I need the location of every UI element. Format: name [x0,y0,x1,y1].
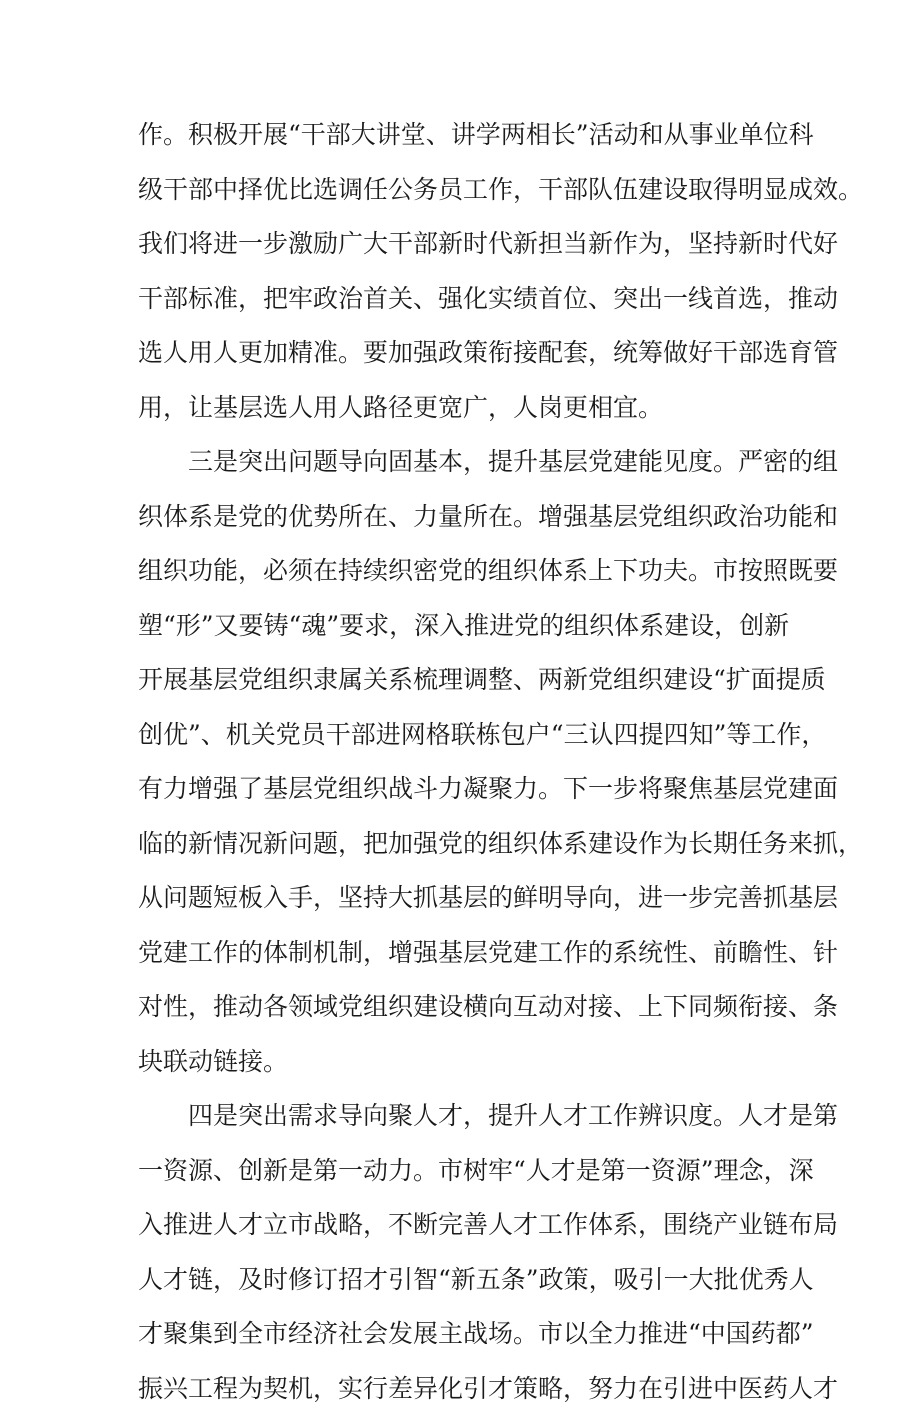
text-line: 开展基层党组织隶属关系梳理调整、两新党组织建设“扩面提质 [138,653,798,708]
text-line: 才聚集到全市经济社会发展主战场。市以全力推进“中国药都” [138,1307,798,1362]
text-line: 块联动链接。 [138,1035,798,1090]
text-line: 用，让基层选人用人路径更宽广，人岗更相宜。 [138,381,798,436]
text-line: 我们将进一步激励广大干部新时代新担当新作为，坚持新时代好 [138,217,798,272]
text-line: 入推进人才立市战略，不断完善人才工作体系，围绕产业链布局 [138,1198,798,1253]
body-text [138,108,798,1416]
text-line: 党建工作的体制机制，增强基层党建工作的系统性、前瞻性、针 [138,926,798,981]
text-line: 有力增强了基层党组织战斗力凝聚力。下一步将聚焦基层党建面 [138,762,798,817]
text-line: 临的新情况新问题，把加强党的组织体系建设作为长期任务来抓， [138,817,798,872]
text-line: 塑“形”又要铸“魂”要求，深入推进党的组织体系建设，创新 [138,599,798,654]
text-line: 振兴工程为契机，实行差异化引才策略，努力在引进中医药人才 [138,1362,798,1416]
text-line: 从问题短板入手，坚持大抓基层的鲜明导向，进一步完善抓基层 [138,871,798,926]
text-line: 组织功能，必须在持续织密党的组织体系上下功夫。市按照既要 [138,544,798,599]
text-line: 对性，推动各领域党组织建设横向互动对接、上下同频衔接、条 [138,980,798,1035]
text-line: 作。积极开展“干部大讲堂、讲学两相长”活动和从事业单位科 [138,108,798,163]
paragraph-start-line: 四是突出需求导向聚人才，提升人才工作辨识度。人才是第 [138,1089,798,1144]
text-line: 织体系是党的优势所在、力量所在。增强基层党组织政治功能和 [138,490,798,545]
text-line: 创优”、机关党员干部进网格联栋包户“三认四提四知”等工作， [138,708,798,763]
text-line: 人才链，及时修订招才引智“新五条”政策，吸引一大批优秀人 [138,1253,798,1308]
text-line: 一资源、创新是第一动力。市树牢“人才是第一资源”理念，深 [138,1144,798,1199]
paragraph-start-line: 三是突出问题导向固基本，提升基层党建能见度。严密的组 [138,435,798,490]
text-line: 级干部中择优比选调任公务员工作，干部队伍建设取得明显成效。 [138,163,798,218]
text-line: 选人用人更加精准。要加强政策衔接配套，统筹做好干部选育管 [138,326,798,381]
text-line: 干部标准，把牢政治首关、强化实绩首位、突出一线首选，推动 [138,272,798,327]
